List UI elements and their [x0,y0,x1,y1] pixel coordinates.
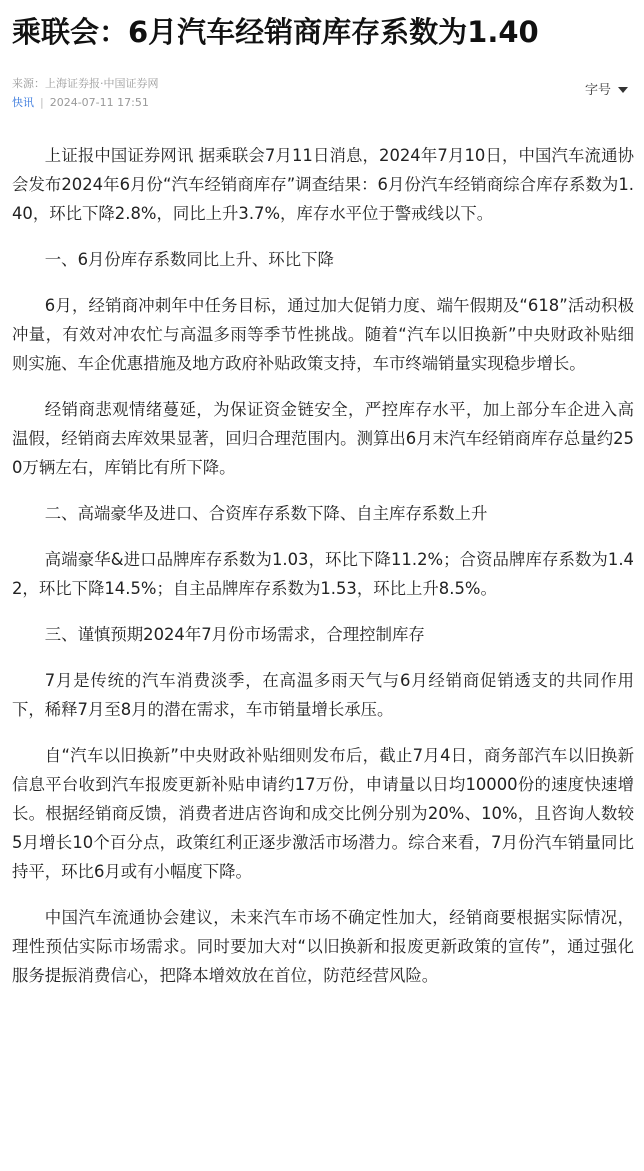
section-heading: 二、高端豪华及进口、合资库存系数下降、自主库存系数上升 [44,504,488,523]
article-meta-line [12,95,159,111]
paragraph: 自“汽车以旧换新”中央财政补贴细则发布后，截止7月4日，商务部汽车以旧换新信息平台收到汽车报废更新补贴申请约17万份，申请量以日均10000份的速度快速增长。根据经销商反馈，消费者进店咨询和成交比例分别为20%、10%，且咨询人数较5月增长10个百分点，政策红利正逐步激活市场潜力。综合来看，7月份汽车销量同比持平，环比6月或有小幅度下降。 [12,746,634,881]
font-size-label: 字号 [584,83,611,98]
article-meta [12,76,159,111]
paragraph: 6月，经销商冲刺年中任务目标，通过加大促销力度、端午假期及“618”活动积极冲量，有效对冲农忙与高温多雨等季节性挑战。随着“汽车以旧换新”中央财政补贴细则实施、车企优惠措施及地方政府补贴政策支持，车市终端销量实现稳步增长。 [12,296,634,373]
paragraph: 高端豪华&进口品牌库存系数为1.03，环比下降11.2%；合资品牌库存系数为1.42，环比下降14.5%；自主品牌库存系数为1.53，环比上升8.5%。 [12,550,634,598]
caret-down-icon [618,87,628,93]
paragraph: 中国汽车流通协会建议，未来汽车市场不确定性加大，经销商要根据实际情况，理性预估实际市场需求。同时要加大对“以旧换新和报废更新政策的宣传”，通过强化服务提振消费信心，把降本增效放在首位，防范经营风险。 [12,908,634,985]
paragraph: 7月是传统的汽车消费淡季，在高温多雨天气与6月经销商促销透支的共同作用下，稀释7月至8月的潜在需求，车市销量增长承压。 [12,671,634,719]
article-title: 乘联会：6月汽车经销商库存系数为1.40 [12,15,539,49]
channel-tag[interactable]: 快讯 [12,96,34,109]
section-heading: 一、6月份库存系数同比上升、环比下降 [44,250,334,269]
section-heading: 三、谨慎预期2024年7月份市场需求，合理控制库存 [44,625,425,644]
paragraph: 上证报中国证券网讯 据乘联会7月11日消息，2024年7月10日，中国汽车流通协会发布2024年6月份“汽车经销商库存”调查结果：6月份汽车经销商综合库存系数为1.40，环比下降2.8%，同比上升3.7%，库存水平位于警戒线以下。 [12,146,634,223]
publish-datetime: 2024-07-11 17:51 [49,96,149,109]
font-size-button[interactable] [585,82,628,100]
article-body [12,141,634,1007]
meta-separator: | [40,96,44,109]
article-source: 来源：上海证券报·中国证券网 [12,77,159,90]
paragraph: 经销商悲观情绪蔓延，为保证资金链安全，严控库存水平，加上部分车企进入高温假，经销商去库效果显著，回归合理范围内。测算出6月末汽车经销商库存总量约250万辆左右，库销比有所下降。 [12,400,634,477]
